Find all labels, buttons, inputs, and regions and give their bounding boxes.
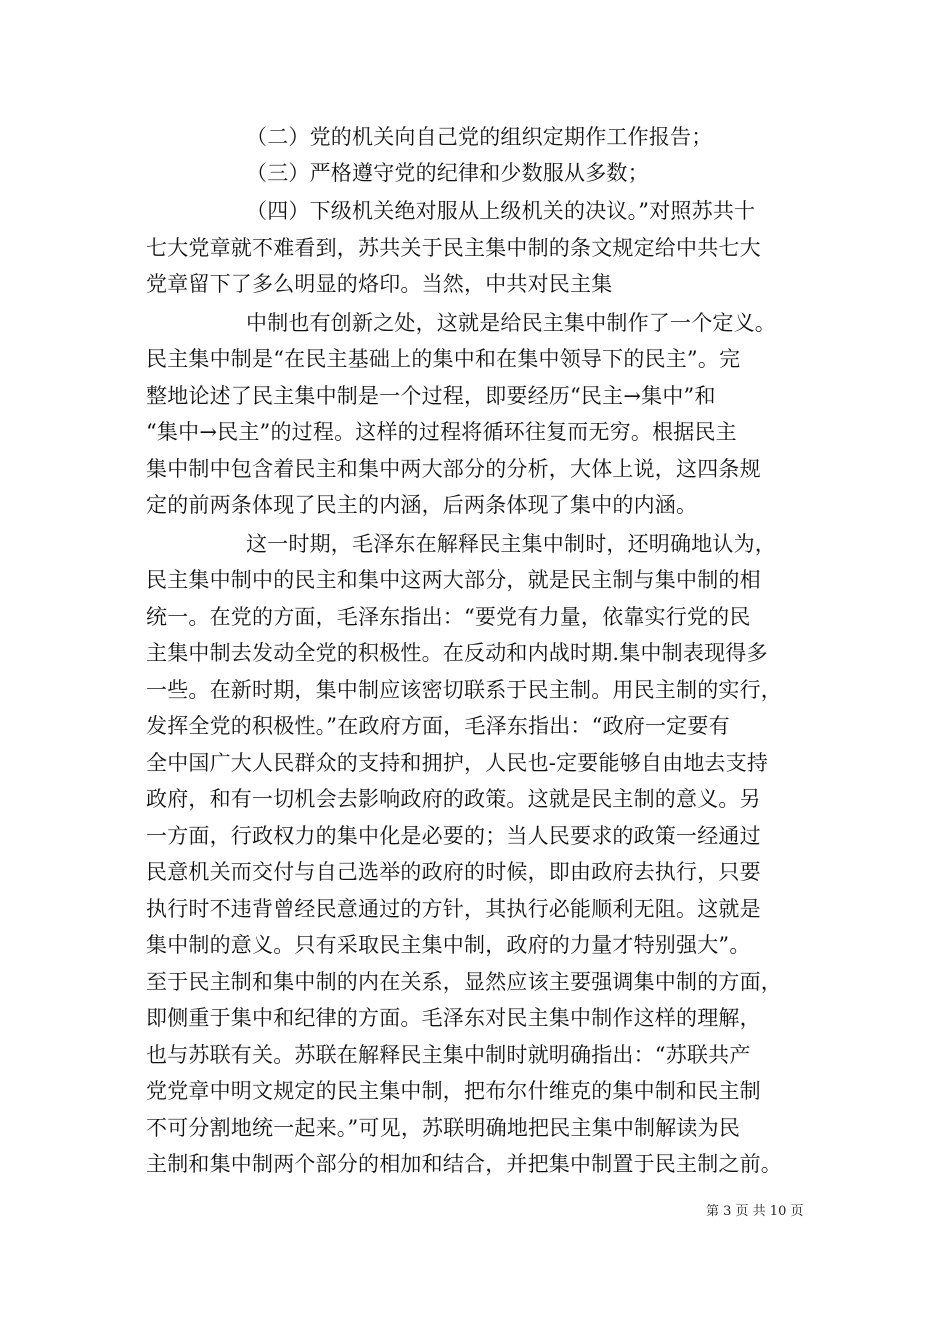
text-line: 整地论述了民主集中制是一个过程，即要经历“民主→集中”和 bbox=[146, 384, 716, 408]
text-line: 发挥全党的积极性。”在政府方面，毛泽东指出：“政府一定要有 bbox=[146, 714, 730, 738]
text-line: 一方面，行政权力的集中化是必要的；当人民要求的政策一经通过 bbox=[146, 824, 761, 848]
text-line: 党章留下了多么明显的烙印。当然，中共对民主集 bbox=[146, 272, 613, 296]
text-line: 不可分割地统一起来。”可见，苏联明确地把民主集中制解读为民 bbox=[146, 1116, 741, 1140]
text-line: 执行时不违背曾经民意通过的方针，其执行必能顺利无阻。这就是 bbox=[146, 897, 761, 921]
text-line: 中制也有创新之处，这就是给民主集中制作了一个定义。 bbox=[246, 311, 776, 335]
text-line: （二）党的机关向自己党的组织定期作工作报告； bbox=[246, 125, 713, 149]
text-line: 至于民主制和集中制的内在关系，显然应该主要强调集中制的方面， bbox=[146, 970, 782, 994]
text-line: 全中国广大人民群众的支持和拥护，人民也-定要能够自由地去支持 bbox=[146, 751, 769, 775]
text-line: 即侧重于集中和纪律的方面。毛泽东对民主集中制作这样的理解， bbox=[146, 1006, 761, 1030]
text-line: 也与苏联有关。苏联在解释民主集中制时就明确指出：“苏联共产 bbox=[146, 1043, 751, 1067]
text-line: 集中制的意义。只有采取民主集中制，政府的力量才特别强大”。 bbox=[146, 933, 751, 957]
text-line: 民意机关而交付与自己选举的政府的时候，即由政府去执行，只要 bbox=[146, 860, 761, 884]
text-line: 集中制中包含着民主和集中两大部分的分析，大体上说，这四条规 bbox=[146, 457, 761, 481]
text-line: 统一。在党的方面，毛泽东指出：“要党有力量，依靠实行党的民 bbox=[146, 605, 751, 629]
text-line: 政府，和有一切机会去影响政府的政策。这就是民主制的意义。另 bbox=[146, 787, 761, 811]
text-line: 主制和集中制两个部分的相加和结合，并把集中制置于民主制之前。 bbox=[146, 1152, 782, 1176]
text-line: 党党章中明文规定的民主集中制，把布尔什维克的集中制和民主制 bbox=[146, 1079, 761, 1103]
text-line: 这一时期，毛泽东在解释民主集中制时，还明确地认为， bbox=[246, 532, 776, 556]
text-line: （三）严格遵守党的纪律和少数服从多数； bbox=[246, 161, 649, 185]
text-line: 七大党章就不难看到，苏共关于民主集中制的条文规定给中共七大 bbox=[146, 236, 761, 260]
text-line: 民主集中制中的民主和集中这两大部分，就是民主制与集中制的相 bbox=[146, 568, 761, 592]
text-line: 定的前两条体现了民主的内涵，后两条体现了集中的内涵。 bbox=[146, 493, 698, 517]
text-line: （四）下级机关绝对服从上级机关的决议。”对照苏共十 bbox=[246, 199, 756, 223]
text-line: “集中→民主”的过程。这样的过程将循环往复而无穷。根据民主 bbox=[146, 420, 737, 444]
page-number-footer: 第 3 页 共 10 页 bbox=[706, 1204, 804, 1219]
text-line: 民主集中制是“在民主基础上的集中和在集中领导下的民主”。完 bbox=[146, 347, 741, 371]
text-line: 主集中制去发动全党的积极性。在反动和内战时期.集中制表现得多 bbox=[146, 641, 768, 665]
text-line: 一些。在新时期，集中制应该密切联系于民主制。用民主制的实行， bbox=[146, 678, 782, 702]
